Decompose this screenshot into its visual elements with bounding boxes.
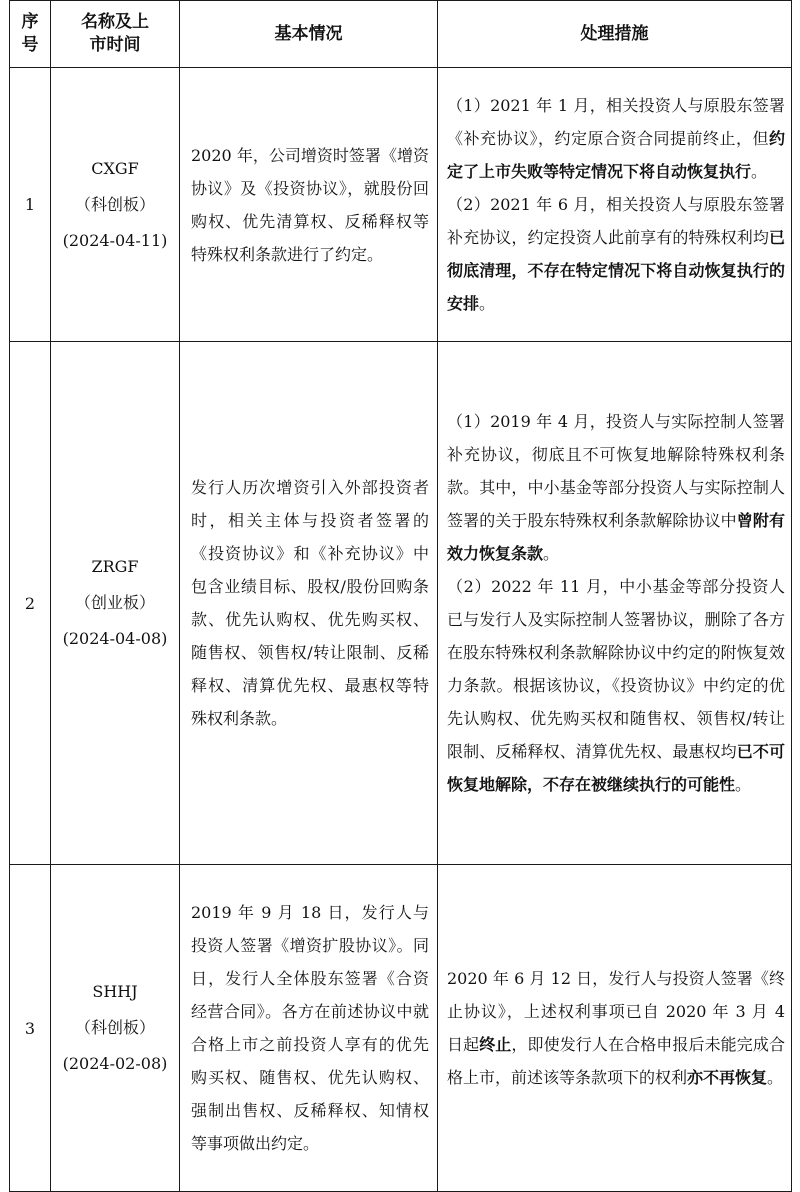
row-number: 1 <box>10 68 51 342</box>
measure-text: 。 <box>767 1068 784 1087</box>
header-name: 名称及上市时间 <box>51 1 180 68</box>
listing-board: （创业板） <box>74 593 155 612</box>
company-cell <box>51 342 180 865</box>
basic-situation: 2020 年，公司增资时签署《增资协议》及《投资协议》，就股份回购权、优先清算权、反稀释权等特殊权利条款进行了约定。 <box>180 68 438 342</box>
measures-cell <box>438 865 792 1192</box>
row-number: 3 <box>10 865 51 1192</box>
company-code: SHHJ <box>92 982 138 1001</box>
measure-emphasis: 亦不再恢复 <box>687 1068 768 1087</box>
measure-paragraph <box>447 188 785 320</box>
company-cell <box>51 865 180 1192</box>
basic-situation: 2019 年 9 月 18 日，发行人与投资人签署《增资扩股协议》。同日，发行人全体股东签署《合资经营合同》。各方在前述协议中就合格上市之前投资人享有的优先购买权、随售权、优先认购权、强制出售权、反稀释权、知情权等事项做出约定。 <box>180 865 438 1192</box>
header-measures: 处理措施 <box>438 1 792 68</box>
measure-text: 。 <box>543 544 560 563</box>
measure-emphasis: 已不可恢复地解除，不存在被继续执行的可能性 <box>447 742 785 794</box>
measure-text: 。 <box>735 775 752 794</box>
listing-date: (2024-04-11) <box>62 230 168 250</box>
measures-cell <box>438 342 792 865</box>
measure-text: ，即使发行人在合格申报后未能完成合格上市，前述该等条款项下的权利 <box>447 1035 785 1087</box>
measure-emphasis: 约定了上市失败等特定情况下将自动恢复执行 <box>447 129 785 181</box>
measure-text: （2）2021 年 6 月，相关投资人与原股东签署补充协议，约定投资人此前享有的特殊权利均 <box>447 195 785 247</box>
measure-paragraph <box>447 570 785 801</box>
table-header-row <box>10 1 792 68</box>
special-rights-table <box>9 0 792 1192</box>
measure-paragraph <box>447 962 785 1094</box>
listing-date: (2024-02-08) <box>62 1054 168 1073</box>
measure-paragraph <box>447 405 785 570</box>
company-cell <box>51 68 180 342</box>
measure-text: 。 <box>479 294 496 313</box>
header-basic: 基本情况 <box>180 1 438 68</box>
basic-situation: 发行人历次增资引入外部投资者时，相关主体与投资者签署的《投资协议》和《补充协议》中包含业绩目标、股权/股份回购条款、优先认购权、优先购买权、随售权、领售权/转让限制、反稀释权、清算优先权、最惠权等特殊权利条款。 <box>180 342 438 865</box>
measure-paragraph <box>447 89 785 188</box>
measure-text: （2）2022 年 11 月，中小基金等部分投资人已与发行人及实际控制人签署协议，删除了各方在股东特殊权利条款解除协议中约定的附恢复效力条款。根据该协议，《投资协议》中约定的优先认购权、优先购买权和随售权、领售权/转让限制、反稀释权、清算优先权、最惠权均 <box>447 577 785 761</box>
table-row <box>10 342 792 865</box>
row-number: 2 <box>10 342 51 865</box>
listing-board: （科创板） <box>74 194 155 214</box>
measure-emphasis: 已彻底清理，不存在特定情况下将自动恢复执行的安排 <box>447 228 785 313</box>
measure-text: （1）2019 年 4 月，投资人与实际控制人签署补充协议，彻底且不可恢复地解除特殊权利条款。其中，中小基金等部分投资人与实际控制人签署的关于股东特殊权利条款解除协议中 <box>447 412 785 530</box>
measure-text: （1）2021 年 1 月，相关投资人与原股东签署《补充协议》，约定原合资合同提前终止，但 <box>447 96 785 148</box>
listing-board: （科创板） <box>74 1018 155 1037</box>
measure-text: 2020 年 6 月 12 日，发行人与投资人签署《终止协议》，上述权利事项已自 2020 年 3 月 4 日起 <box>447 969 785 1054</box>
company-code: CXGF <box>91 158 139 178</box>
listing-date: (2024-04-08) <box>62 629 168 648</box>
company-code: ZRGF <box>91 557 139 576</box>
table-row <box>10 68 792 342</box>
measure-emphasis: 终止 <box>479 1035 512 1054</box>
measure-text: 。 <box>751 162 768 181</box>
header-no: 序号 <box>10 1 51 68</box>
measures-cell <box>438 68 792 342</box>
table-row <box>10 865 792 1192</box>
measure-emphasis: 曾附有效力恢复条款 <box>447 511 785 563</box>
